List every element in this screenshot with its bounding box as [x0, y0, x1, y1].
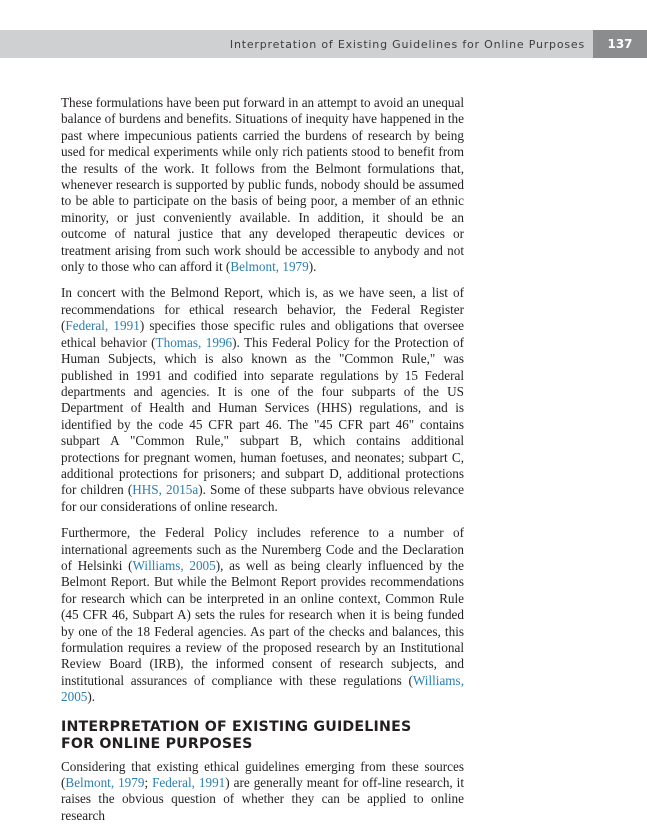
section-heading-line: FOR ONLINE PURPOSES	[61, 735, 253, 752]
citation-link[interactable]: Belmont, 1979	[65, 775, 145, 791]
page-body	[61, 95, 464, 834]
paragraph-text: Considering that existing ethical guidelines emerging from these sources (	[61, 758, 464, 791]
paragraph-text: ). Some of these subparts have obvious relevance for our considerations of online research.	[61, 482, 464, 514]
paragraph-text: ;	[144, 775, 153, 791]
paragraph-4	[61, 759, 464, 825]
running-header-title: Interpretation of Existing Guidelines for Online Purposes	[229, 38, 585, 51]
paragraph-text: These formulations have been put forward in an attempt to avoid an unequal balance of burdens and benefits. Situations of inequity have happened in the past where impecunious patients carried the burdens of research by being used for medical experiments while only rich patients stood to benefit from the results of the work. It follows from the Belmont formulations that, whenever research is supported by public funds, nobody should be assumed to be able to participate on the basis of being poor, a member of an ethnic minority, or just conveniently available. In addition, it should be an outcome of natural justice that any developed therapeutic devices or treatment arising from such work should be accessible to anybody and not only to those who can afford it (	[61, 95, 464, 275]
paragraph-text: ).	[87, 689, 96, 705]
paragraph-text: ), as well as being clearly influenced by the Belmont Report. But while the Belmont Report provides recommendations for research which can be interpreted in an online context, Common Rule (45 CFR 46, Subpart A) sets the rules for research when it is being funded by one of the 18 Federal agencies. As part of the checks and balances, this formulation requires a review of the proposed research by an Institutional Review Board (IRB), the informed consent of research subjects, and institutional assurances of compliance with these regulations (	[61, 557, 464, 688]
page-number-box	[593, 30, 647, 58]
citation-link[interactable]: Williams, 2005	[61, 672, 464, 705]
citation-link[interactable]: Thomas, 1996	[155, 334, 233, 350]
paragraph-text: Furthermore, the Federal Policy includes reference to a number of international agreements such as the Nuremberg Code and the Declaration of Helsinki (	[61, 525, 464, 573]
paragraph-text: ). This Federal Policy for the Protection of Human Subjects, which is also known as the "Common Rule," was published in 1991 and codified into separate regulations by 15 Federal departments and agencies. It is one of the four subparts of the US Department of Health and Human Services (HHS) regulations, and is identified by the code 45 CFR part 46. The "45 CFR part 46" contains subpart A "Common Rule," subpart B, which contains additional protections for pregnant women, human foetuses, and neonates; subpart C, additional protections for prisoners; and subpart D, additional protections for children (	[61, 334, 464, 498]
paragraph-text: In concert with the Belmond Report, which is, as we have seen, a list of recommendations for ethical research behavior, the Federal Register (	[61, 285, 464, 334]
paragraph-text: ).	[308, 259, 317, 275]
citation-link[interactable]: Williams, 2005	[132, 557, 216, 573]
page-number: 137	[607, 37, 633, 51]
citation-link[interactable]: Federal, 1991	[152, 775, 226, 791]
paragraph-text: ) are generally meant for off-line research, it raises the obvious question of whether they can be applied to online research	[61, 775, 464, 823]
citation-link[interactable]: Belmont, 1979	[230, 259, 309, 275]
paragraph-2	[61, 285, 464, 515]
paragraph-3	[61, 525, 464, 705]
paragraph-1	[61, 95, 464, 275]
citation-link[interactable]: HHS, 2015a	[132, 482, 199, 498]
section-heading-line: INTERPRETATION OF EXISTING GUIDELINES	[61, 718, 412, 735]
citation-link[interactable]: Federal, 1991	[65, 318, 140, 334]
paragraph-text: ) specifies those specific rules and obligations that oversee ethical behavior (	[61, 318, 464, 350]
section-heading	[61, 719, 464, 753]
